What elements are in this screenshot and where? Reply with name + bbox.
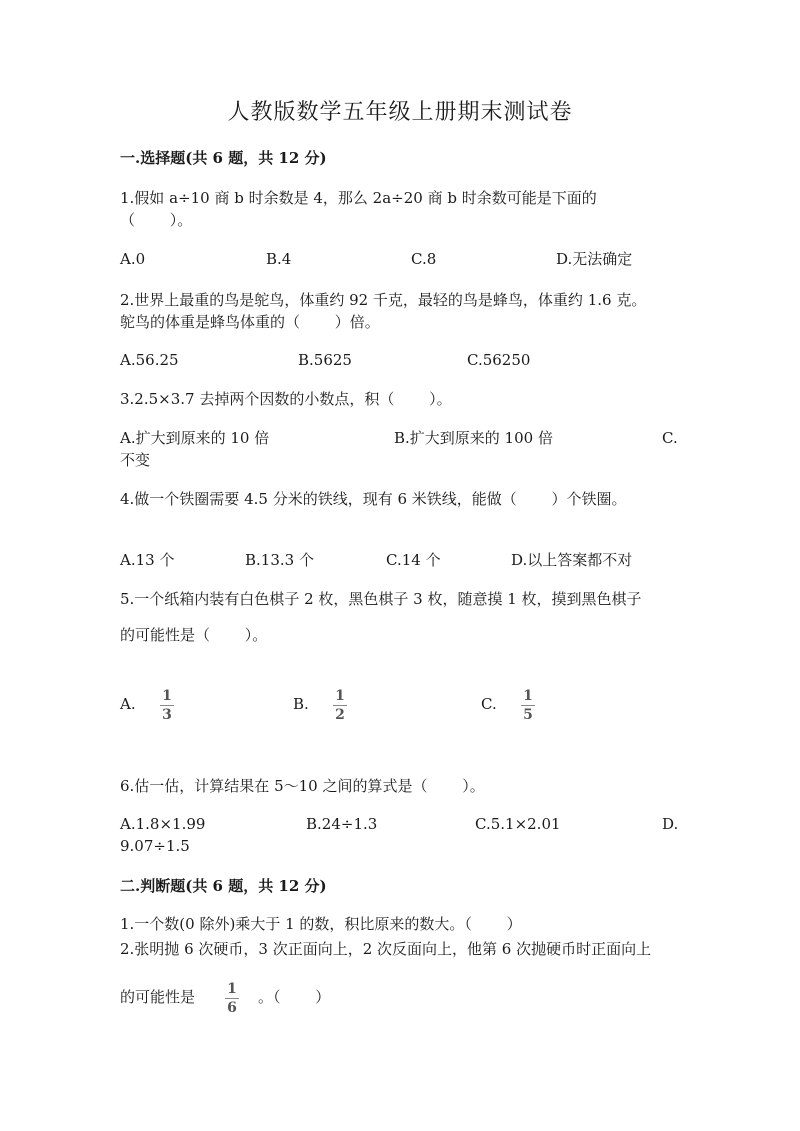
q2-option-c: C.56250: [467, 351, 531, 369]
q4-option-b: B.13.3 个: [245, 551, 314, 569]
fraction-numerator: 1: [523, 688, 533, 704]
q3-option-c-text: 不变: [120, 451, 151, 469]
question-1-blank: （ ）。: [120, 211, 193, 229]
q4-option-d: D.以上答案都不对: [511, 551, 633, 569]
fraction-denominator: 6: [227, 1000, 237, 1016]
q3-option-b: B.扩大到原来的 100 倍: [394, 429, 553, 447]
judgment-question-2-prefix: 的可能性是: [120, 988, 196, 1006]
section-heading-choice: 一.选择题(共 6 题，共 12 分): [120, 149, 327, 167]
q6-option-d: D.: [662, 815, 679, 833]
page-title: 人教版数学五年级上册期末测试卷: [227, 100, 573, 125]
judgment-question-2-suffix: 。（ ）: [258, 988, 331, 1006]
fraction-numerator: 1: [162, 688, 172, 704]
fraction-bar: [333, 705, 347, 706]
section-heading-judgment: 二.判断题(共 6 题，共 12 分): [120, 877, 327, 895]
q3-option-c: C.: [662, 429, 678, 447]
fraction-numerator: 1: [335, 688, 345, 704]
q5-option-a-fraction: [158, 688, 176, 723]
q1-option-b: B.4: [266, 250, 292, 268]
q4-option-a: A.13 个: [120, 551, 175, 569]
question-3-text: 3.2.5×3.7 去掉两个因数的小数点，积（ ）。: [120, 390, 452, 408]
judgment-question-2-fraction: [223, 981, 241, 1016]
q6-option-a: A.1.8×1.99: [120, 815, 206, 833]
q1-option-c: C.8: [411, 250, 437, 268]
q3-option-a: A.扩大到原来的 10 倍: [120, 429, 270, 447]
question-5-text: 5.一个纸箱内装有白色棋子 2 枚，黑色棋子 3 枚，随意摸 1 枚，摸到黑色棋子: [120, 590, 642, 608]
q2-option-b: B.5625: [298, 351, 352, 369]
question-2-text: 2.世界上最重的鸟是鸵鸟，体重约 92 千克，最轻的鸟是蜂鸟，体重约 1.6 克。: [120, 291, 647, 309]
fraction-bar: [521, 705, 535, 706]
q6-option-c: C.5.1×2.01: [475, 815, 561, 833]
fraction-denominator: 3: [162, 707, 172, 723]
q4-option-c: C.14 个: [386, 551, 441, 569]
q5-option-b-fraction: [331, 688, 349, 723]
q5-option-b: B.: [293, 695, 309, 713]
fraction-bar: [225, 998, 239, 999]
q5-option-c: C.: [481, 695, 497, 713]
q2-option-a: A.56.25: [120, 351, 179, 369]
q6-option-b: B.24÷1.3: [306, 815, 378, 833]
q5-option-a: A.: [120, 695, 136, 713]
q1-option-a: A.0: [120, 250, 146, 268]
fraction-denominator: 2: [335, 707, 345, 723]
fraction-denominator: 5: [523, 707, 533, 723]
fraction-bar: [160, 705, 174, 706]
fraction-numerator: 1: [227, 981, 237, 997]
question-4-text: 4.做一个铁圈需要 4.5 分米的铁线，现有 6 米铁线，能做（ ）个铁圈。: [120, 490, 627, 508]
q1-option-d: D.无法确定: [556, 250, 633, 268]
judgment-question-2-text: 2.张明抛 6 次硬币，3 次正面向上，2 次反面向上，他第 6 次抛硬币时正面向上: [120, 940, 652, 958]
question-6-text: 6.估一估，计算结果在 5～10 之间的算式是（ ）。: [120, 777, 485, 795]
q6-option-d-text: 9.07÷1.5: [120, 837, 190, 855]
question-5-text-cont: 的可能性是（ ）。: [120, 626, 268, 644]
judgment-question-1: 1.一个数(0 除外)乘大于 1 的数，积比原来的数大。（ ）: [120, 915, 522, 933]
q5-option-c-fraction: [519, 688, 537, 723]
question-2-text-cont: 鸵鸟的体重是蜂鸟体重的（ ）倍。: [120, 313, 380, 331]
question-1-text: 1.假如 a÷10 商 b 时余数是 4，那么 2a÷20 商 b 时余数可能是下面的: [120, 189, 597, 207]
